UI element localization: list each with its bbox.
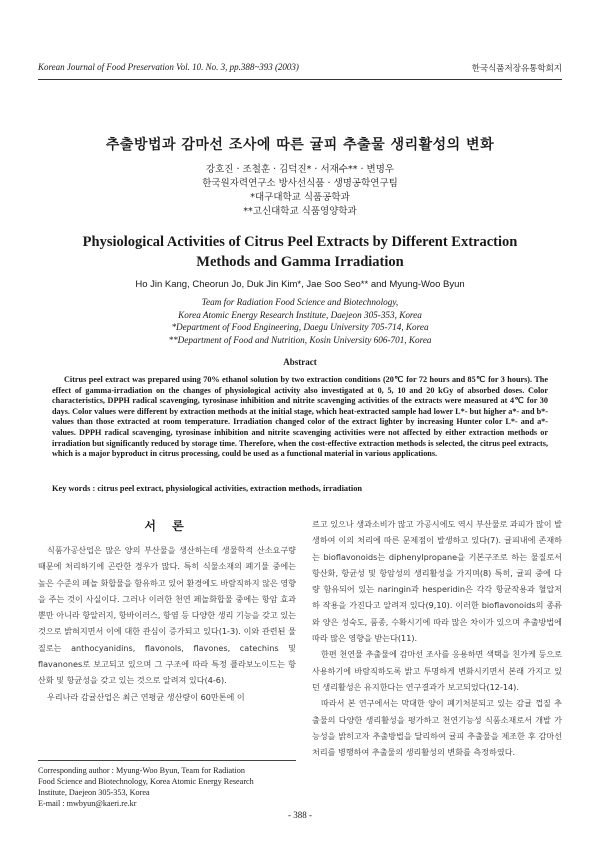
footnote-email: E-mail : mwbyun@kaeri.re.kr bbox=[38, 799, 137, 808]
english-title: Physiological Activities of Citrus Peel Extracts by Different Extraction Methods and Gamma Irradiation bbox=[82, 234, 518, 270]
footnote-line: Food Science and Biotechnology, Korea Atomic Energy Research bbox=[38, 777, 254, 786]
page-number: - 388 - bbox=[288, 810, 312, 820]
korean-affiliation: *대구대학교 식품공학과 bbox=[250, 192, 350, 203]
paragraph: 르고 있으나 생과소비가 많고 가공시에도 역시 부산물로 과피가 많이 발생하여 이의 처리에 따른 문제점이 발생하고 있다(7). 귤피내에 존재하는 bioflavonoids는 diphenylpropane을 기본구조로 하는 물질로서 항산화, 항균성 및 항암성의 생리활성을 가지며(8) 특히, 귤피 중에 다량 함유되어 있는 naringin과 hesperidin은 각각 항균작용과 혈압저하 작용을 가진다고 알려져 있다(9,10). 이러한 bioflavonoids의 종류와 양은 성숙도, 품종, 수확시기에 따라 많은 차이가 있으며 추출방법에 따라 많은 영향을 받는다(11). bbox=[312, 519, 562, 644]
header-rule bbox=[38, 79, 562, 80]
korean-title: 추출방법과 감마선 조사에 따른 귤피 추출물 생리활성의 변화 bbox=[105, 137, 495, 153]
society-name: 한국식품저장유통학회지 bbox=[471, 64, 562, 74]
abstract-heading: Abstract bbox=[283, 357, 317, 367]
korean-author-block bbox=[0, 163, 600, 219]
footnote-line: Institute, Daejeon 305-353, Korea bbox=[38, 788, 150, 797]
english-affiliation: Team for Radiation Food Science and Biotechnology, bbox=[201, 297, 399, 307]
section-heading: 서 론 bbox=[144, 519, 190, 533]
running-head bbox=[38, 62, 562, 76]
paragraph: 식품가공산업은 많은 양의 부산물을 생산하는데 생물학적 산소요구량 때문에 처리하기에 곤란한 경우가 많다. 특히 식물소재의 폐기물 중에는 높은 수준의 페놀 화합물을 함유하고 있어 환경에도 바람직하지 않은 영향을 주는 것이 사실이다. 그러나 이러한 천연 페놀화합물 중에는 항암 효과뿐만 아니라 항알러지, 항바이러스, 항염 등 다양한 생리 기능을 갖고 있는 것으로 밝혀지면서 이에 대한 관심이 증가되고 있다(1-3). 이와 관련된 물질로는 anthocyanidins, flavonols, flavones, catechins 및 flavanones로 보고되고 있으며 그 구조에 따라 특정 플라보노이드는 항산화 및 항균성을 갖고 있는 것으로 알려져 있다(4-6). bbox=[38, 545, 296, 686]
paragraph: 우리나라 감귤산업은 최근 연평균 생산량이 60만톤에 이 bbox=[47, 691, 245, 702]
korean-authors: 강호진 · 조철훈 · 김덕진* · 서재수** · 변명우 bbox=[205, 164, 395, 175]
english-affiliations bbox=[0, 296, 600, 346]
right-column bbox=[312, 516, 562, 760]
korean-affiliation: 한국원자력연구소 방사선식품 · 생명공학연구팀 bbox=[202, 178, 398, 189]
corresponding-author-footnote bbox=[38, 765, 300, 809]
journal-citation: Korean Journal of Food Preservation Vol. 10. No. 3, pp.388~393 (2003) bbox=[38, 62, 299, 72]
footnote-rule bbox=[38, 760, 296, 761]
english-affiliation: *Department of Food Engineering, Daegu University 705-714, Korea bbox=[171, 322, 429, 332]
left-column bbox=[38, 542, 296, 705]
footnote-line: Corresponding author : Myung-Woo Byun, Team for Radiation bbox=[38, 766, 245, 775]
keywords: Key words : citrus peel extract, physiological activities, extraction methods, irradiation bbox=[52, 484, 363, 493]
english-affiliation: **Department of Food and Nutrition, Kosin University 606-701, Korea bbox=[168, 334, 432, 345]
english-authors: Ho Jin Kang, Cheorun Jo, Duk Jin Kim*, Jae Soo Seo** and Myung-Woo Byun bbox=[135, 279, 465, 290]
english-affiliation: Korea Atomic Energy Research Institute, Daejeon 305-353, Korea bbox=[178, 309, 422, 320]
korean-affiliation: **고신대학교 식품영양학과 bbox=[243, 206, 357, 217]
abstract-text: Citrus peel extract was prepared using 70% ethanol solution by two extraction conditions (20℃ for 72 hours and 85℃ for 3 hours). The effect of gamma-irradiation on the changes of physiological activity also investigated at 0, 5, 10 and 20 kGy of absorbed doses. Color characteristics, DPPH radical scavenging, tyrosinase inhibition and nitrite scavenging activities of the extracts were measured at 4℃ for 30 days. Color values were different by extraction methods at the initial stage, which heat-extracted sample had lower L*- but higher a*- and b*-values than those extracted at room temperature. Irradiation changed color of the extract lighter by increasing Hunter color L*- and a*-values. DPPH radical scavenging, tyrosinase inhibition and nitrite scavenging activities were not affected by either extraction methods or irradiation but significantly reduced by storage time. Therefore, when the cost-effective extraction methods is selected, the citrus peel extracts, which is a major byproduct in citrus processing, could be used as a functional material in various applications. bbox=[52, 375, 548, 459]
paragraph: 한편 천연물 추출물에 감마선 조사를 응용하면 색택을 친가케 등으로 사용하기에 바람직하도록 밝고 투명하게 변화시키면서 본래 가지고 있던 생리활성은 유지한다는 연구결과가 보고되었다(12-14). bbox=[312, 649, 562, 692]
paragraph: 따라서 본 연구에서는 막대한 양이 폐기처분되고 있는 감귤 껍질 추출물의 다양한 생리활성을 평가하고 천연기능성 식품소재로서 개발 가능성을 밝히고자 추출방법을 달리하여 귤피 추출물을 제조한 후 감마선 처리를 병행하여 추출물의 생리활성의 변화를 측정하였다. bbox=[312, 698, 562, 758]
